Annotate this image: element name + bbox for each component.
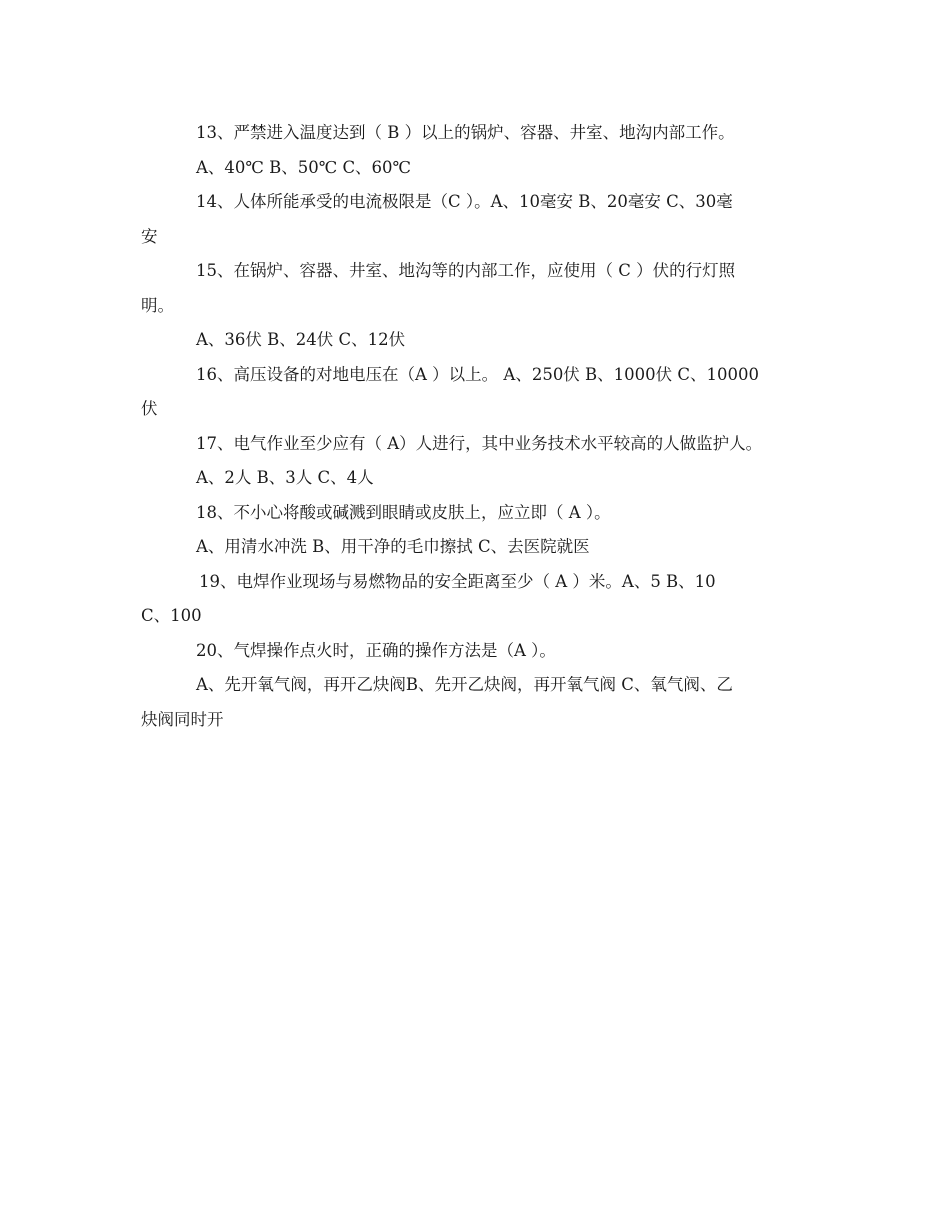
question-13-options: A、40℃ B、50℃ C、60℃ <box>196 157 412 177</box>
question-16: 16、高压设备的对地电压在（A ）以上。 A、250伏 B、1000伏 C、10000 <box>196 364 760 384</box>
question-19-continuation: C、100 <box>141 606 202 625</box>
question-19: 19、电焊作业现场与易燃物品的安全距离至少（ A ）米。A、5 B、10 <box>199 571 716 591</box>
question-15: 15、在锅炉、容器、井室、地沟等的内部工作，应使用（ C ）伏的行灯照 <box>196 261 736 280</box>
question-17: 17、电气作业至少应有（ A）人进行，其中业务技术水平较高的人做监护人。 <box>196 433 763 453</box>
question-16-continuation: 伏 <box>141 399 158 418</box>
question-18-options: A、用清水冲洗 B、用干净的毛巾擦拭 C、去医院就医 <box>196 537 590 556</box>
question-14-continuation: 安 <box>141 226 158 246</box>
question-20-continuation: 炔阀同时开 <box>141 709 224 729</box>
question-15-options: A、36伏 B、24伏 C、12伏 <box>196 330 406 349</box>
question-13: 13、严禁进入温度达到（ B ）以上的锅炉、容器、井室、地沟内部工作。 <box>196 123 735 142</box>
question-14: 14、人体所能承受的电流极限是（C ）。A、10毫安 B、20毫安 C、30毫 <box>196 192 733 211</box>
question-20: 20、气焊操作点火时，正确的操作方法是（A ）。 <box>196 640 556 660</box>
question-18: 18、不小心将酸或碱溅到眼睛或皮肤上，应立即（ A ）。 <box>196 502 611 522</box>
question-20-options: A、先开氧气阀，再开乙炔阀B、先开乙炔阀，再开氧气阀 C、氧气阀、乙 <box>196 675 733 694</box>
document-body <box>141 116 821 737</box>
question-15-continuation: 明。 <box>141 295 174 315</box>
question-17-options: A、2人 B、3人 C、4人 <box>196 468 374 487</box>
